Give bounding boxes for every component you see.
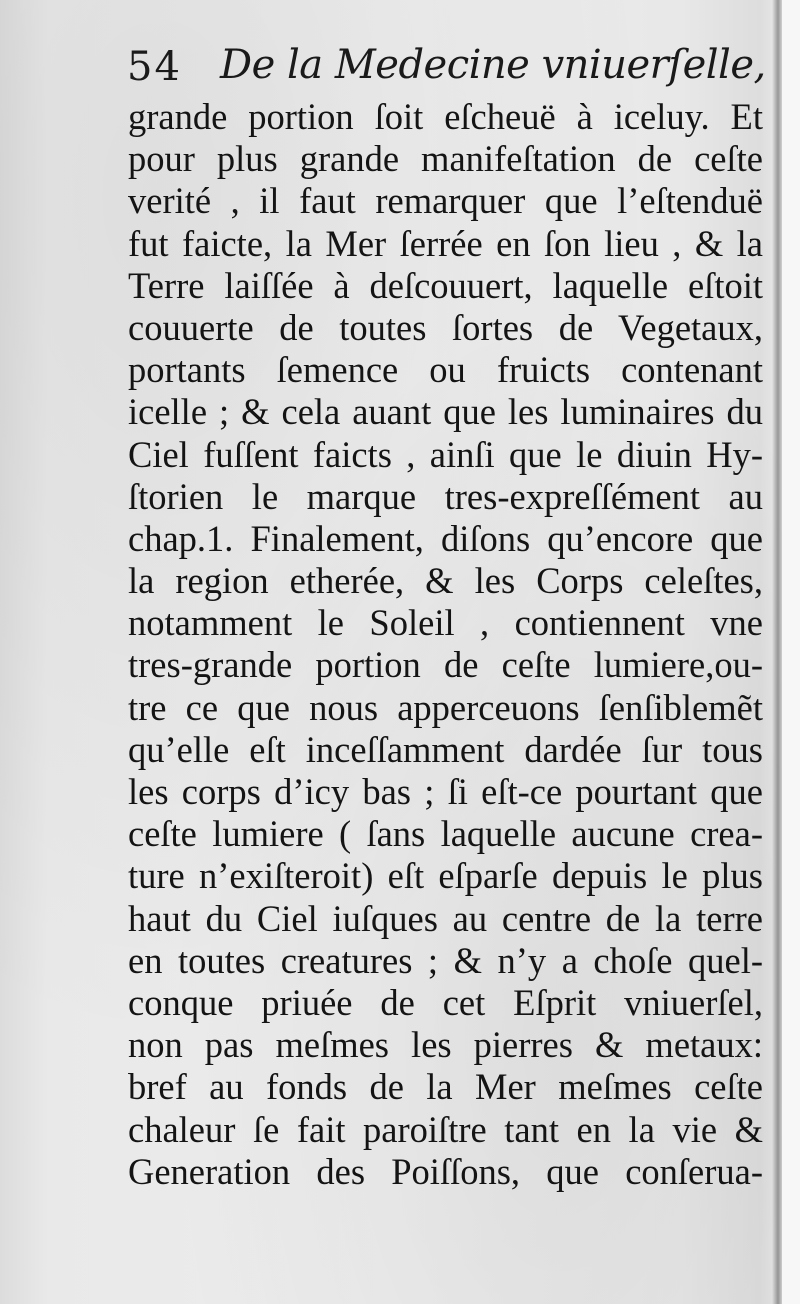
page-number: 54 <box>127 44 182 90</box>
text-line: chaleur ſe fait paroiſtre tant en la vie & <box>128 1108 763 1150</box>
text-line: grande portion ſoit eſcheuë à iceluy. Et <box>128 96 763 137</box>
text-line: Generation des Poiſſons, que conſerua- <box>128 1150 763 1192</box>
text-line: ture n’exiſteroit) eſt eſparſe depuis le plus <box>128 855 763 897</box>
text-line: chap.1. Finalement, diſons qu’encore que <box>128 517 763 559</box>
text-line: bref au fonds de la Mer meſmes ceſte <box>128 1066 763 1108</box>
text-line: ſtorien le marque tres-expreſſément au <box>128 475 763 517</box>
text-line: icelle ; & cela auant que les luminaires du <box>128 391 763 433</box>
text-line: qu’elle eſt inceſſamment dardée ſur tous <box>128 728 763 770</box>
text-line: les corps d’icy bas ; ſi eſt-ce pourtant que <box>128 771 763 812</box>
text-line: tre ce que nous apperceuons ſenſiblemẽt <box>128 686 763 728</box>
text-line: Terre laiſſée à deſcouuert, laquelle eſtoit <box>128 264 763 306</box>
text-line: Ciel fuſſent faicts , ainſi que le diuin Hy- <box>128 433 763 475</box>
text-line: notamment le Soleil , contiennent vne <box>128 602 763 644</box>
text-line: pour plus grande manifeſtation de ceſte <box>128 138 763 180</box>
page-edge <box>782 0 800 1304</box>
text-line: ceſte lumiere ( ſans laquelle aucune crea- <box>128 813 763 855</box>
text-line: conque priuée de cet Eſprit vniuerſel, <box>128 981 763 1023</box>
text-line: tres-grande portion de ceſte lumiere,ou- <box>128 644 763 686</box>
text-line: verité , il faut remarquer que l’eſtenduë <box>128 180 763 222</box>
text-line: en toutes creatures ; & n’y a choſe quel- <box>128 939 763 981</box>
text-line: haut du Ciel iuſques au centre de la terre <box>128 897 763 939</box>
running-title: De la Medecine vniuerſelle, <box>220 42 766 88</box>
text-line: non pas meſmes les pierres & metaux: <box>128 1024 763 1066</box>
text-line: couuerte de toutes ſortes de Vegetaux, <box>128 306 763 348</box>
body-text <box>128 96 768 1193</box>
text-line: fut faicte, la Mer ſerrée en ſon lieu , & la <box>128 222 763 264</box>
page-edge-shadow <box>772 0 782 1304</box>
page-header <box>125 30 766 94</box>
text-line: la region etherée, & les Corps celeſtes, <box>128 560 763 602</box>
text-line: portants ſemence ou fruicts contenant <box>128 349 763 391</box>
